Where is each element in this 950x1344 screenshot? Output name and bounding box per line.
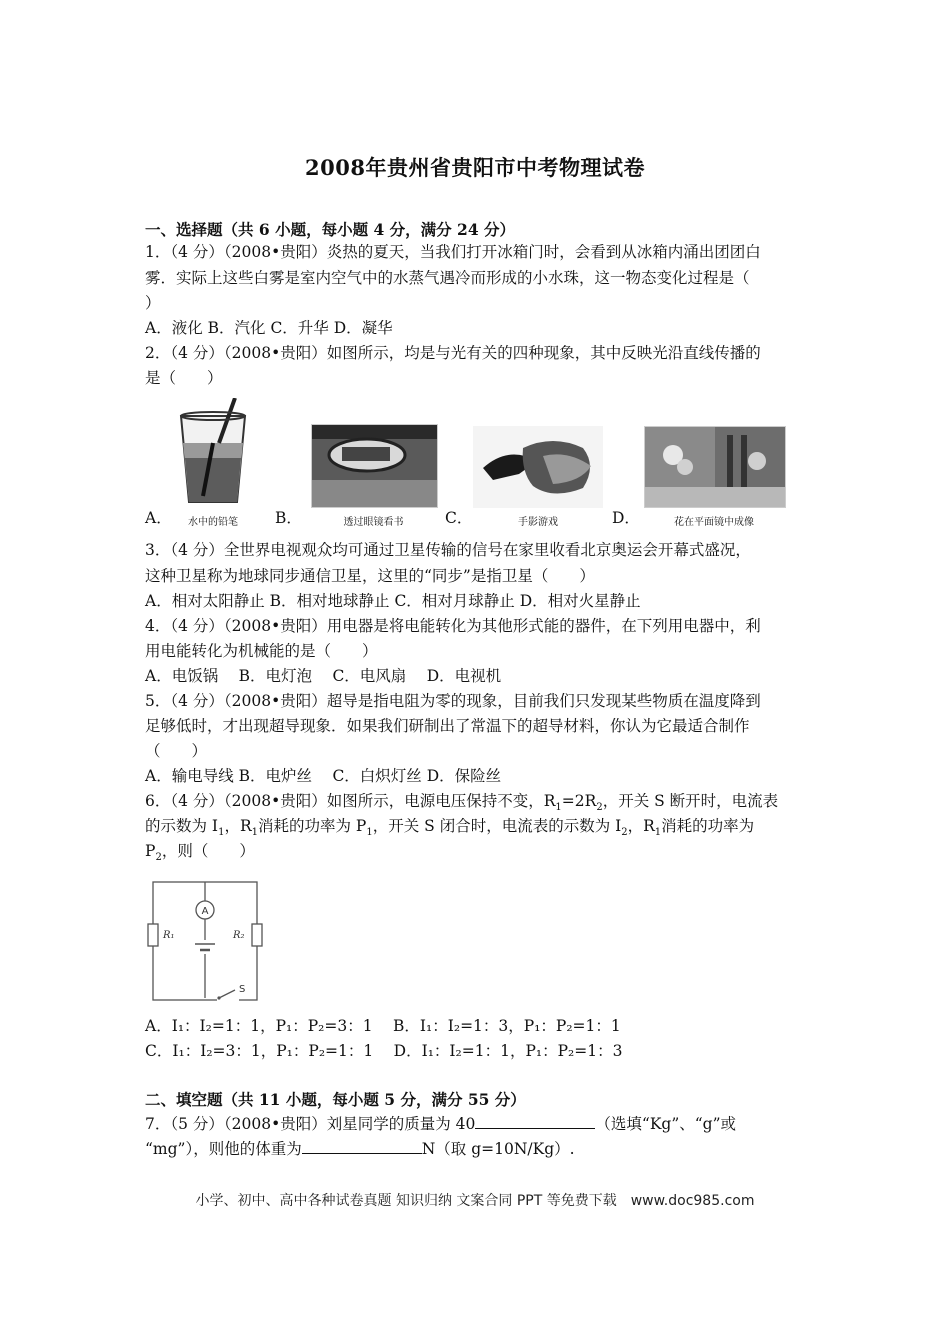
q1-line-1: 1．（4 分）（2008•贵阳）炎热的夏天，当我们打开冰箱门时，会看到从冰箱内涌出团团白 bbox=[145, 243, 761, 261]
q3-options: A．相对太阳静止 B．相对地球静止 C．相对月球静止 D．相对火星静止 bbox=[145, 592, 641, 610]
q2-option-c bbox=[445, 390, 610, 530]
svg-text:S: S bbox=[239, 984, 246, 995]
svg-text:A: A bbox=[201, 906, 209, 917]
q5-line-2: 足够低时，才出现超导现象．如果我们研制出了常温下的超导材料，你认为它最适合制作 bbox=[145, 717, 750, 735]
reading-through-glasses-image bbox=[311, 424, 438, 508]
q5-line-1: 5．（4 分）（2008•贵阳）超导是指电阻为零的现象，目前我们只发现某些物质在温度降到 bbox=[145, 692, 761, 710]
q7-line-2: “mg”），则他的体重为 N（取 g=10N/Kg）. bbox=[145, 1140, 575, 1158]
q2-option-b bbox=[275, 390, 440, 530]
q6-line-1: 6．（4 分）（2008•贵阳）如图所示，电源电压保持不变，$R_1=2R_2$，开关 S 断开时，电流表 bbox=[145, 792, 779, 814]
q6-options-ab: A．I₁：I₂=1：1，P₁：P₂=3：1 B．I₁：I₂=1：3，P₁：P₂=1：1 bbox=[145, 1017, 621, 1035]
figure-caption: 花在平面镜中成像 bbox=[674, 517, 754, 528]
q4-line-2: 用电能转化为机械能的是（ ） bbox=[145, 642, 378, 660]
resistor-r1-icon bbox=[148, 924, 158, 946]
q2-figure-row bbox=[145, 390, 815, 530]
q1-line-2: 雾．实际上这些白雾是室内空气中的水蒸气遇冷而形成的小水珠，这一物态变化过程是（ bbox=[145, 269, 750, 287]
hand-shadow-game-image bbox=[473, 426, 603, 508]
option-letter: D． bbox=[612, 509, 640, 527]
answer-blank[interactable] bbox=[475, 1113, 595, 1129]
circuit-diagram bbox=[145, 876, 263, 1004]
q2-option-d bbox=[612, 390, 812, 530]
answer-blank[interactable] bbox=[302, 1138, 422, 1154]
q2-option-a bbox=[145, 390, 280, 530]
svg-text:R₁: R₁ bbox=[163, 930, 175, 941]
q7-line-1: 7．（5 分）（2008•贵阳）刘星同学的质量为 40 （选填“Kg”、“g”或 bbox=[145, 1115, 737, 1133]
option-letter: C． bbox=[445, 509, 473, 527]
q3-line-1: 3．（4 分）全世界电视观众均可通过卫星传输的信号在家里收看北京奥运会开幕式盛况， bbox=[145, 541, 751, 559]
q1-line-3: ） bbox=[145, 294, 161, 312]
q1-options: A．液化 B．汽化 C．升华 D．凝华 bbox=[145, 319, 393, 337]
page-title: 2008年贵州省贵阳市中考物理试卷 bbox=[305, 155, 645, 180]
page-footer: 小学、初中、高中各种试卷真题 知识归纳 文案合同 PPT 等免费下载 www.doc985.com bbox=[195, 1193, 755, 1209]
q5-line-3: （ ） bbox=[145, 742, 208, 760]
section-heading-1: 一、选择题（共 6 小题，每小题 4 分，满分 24 分） bbox=[145, 220, 516, 239]
q2-line-2: 是（ ） bbox=[145, 369, 223, 387]
q5-options: A．输电导线 B．电炉丝 C．白炽灯丝 D．保险丝 bbox=[145, 767, 502, 785]
resistor-r2-icon bbox=[252, 924, 262, 946]
pencil-in-water-image bbox=[173, 398, 253, 508]
q6-line-2: 的示数为 $I_1$，$R_1$消耗的功率为 $P_1$，开关 S 闭合时，电流表的示数为 $I_2$，$R_1$消耗的功率为 bbox=[145, 817, 755, 839]
q6-line-3: $P_2$，则（ ） bbox=[145, 842, 255, 864]
q4-options: A．电饭锅 B．电灯泡 C．电风扇 D．电视机 bbox=[145, 667, 502, 685]
figure-caption: 手影游戏 bbox=[518, 517, 558, 528]
q3-line-2: 这种卫星称为地球同步通信卫星，这里的“同步”是指卫星（ ） bbox=[145, 567, 595, 585]
figure-caption: 水中的铅笔 bbox=[188, 517, 238, 528]
svg-text:R₂: R₂ bbox=[233, 930, 245, 941]
figure-caption: 透过眼镜看书 bbox=[343, 517, 404, 528]
flower-mirror-image bbox=[644, 426, 786, 508]
q6-options-cd: C．I₁：I₂=3：1，P₁：P₂=1：1 D．I₁：I₂=1：1，P₁：P₂=1：3 bbox=[145, 1042, 623, 1060]
option-letter: B． bbox=[275, 509, 302, 527]
section-heading-2: 二、填空题（共 11 小题，每小题 5 分，满分 55 分） bbox=[145, 1090, 526, 1109]
q4-line-1: 4．（4 分）（2008•贵阳）用电器是将电能转化为其他形式能的器件，在下列用电器中，利 bbox=[145, 617, 761, 635]
q2-line-1: 2．（4 分）（2008•贵阳）如图所示，均是与光有关的四种现象，其中反映光沿直线传播的 bbox=[145, 344, 761, 362]
option-letter: A． bbox=[145, 509, 172, 527]
